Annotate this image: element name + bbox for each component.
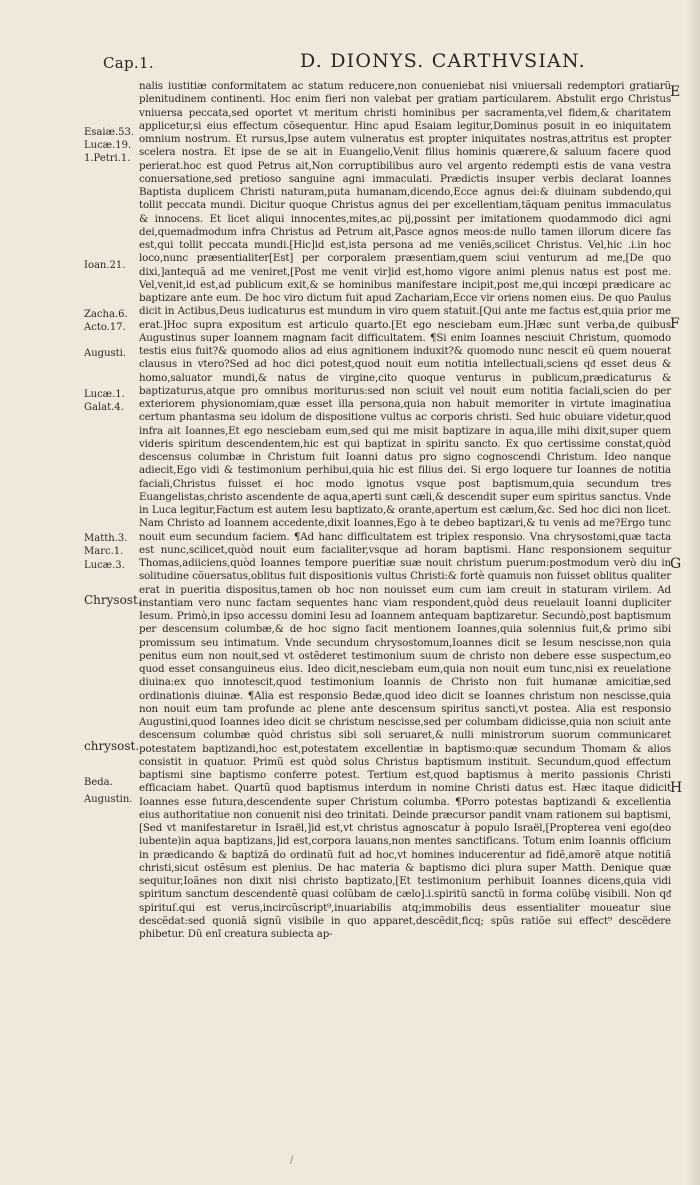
- running-header: [0, 50, 700, 78]
- marginal-note: Ioan.21.: [84, 260, 126, 271]
- running-title: D. DIONYS. CARTHVSIAN.: [300, 50, 586, 72]
- marginal-note: Galat.4.: [84, 402, 124, 413]
- marginal-note: Chrysost.: [84, 593, 142, 607]
- marginal-note: Acto.17.: [84, 322, 126, 333]
- marginal-note: Lucæ.19.: [84, 140, 132, 151]
- main-text-block: [139, 80, 671, 941]
- body-paragraph: nalis iustitiæ conformitatem ac statum reducere,non conueniebat nisi vniuersali redemptori gratiarũ plenitudinem continenti. Hoc enim fieri non valebat per gratiam particularem. Abstulit ergo Christus vniuersa peccata,sed oportet vt meritum christi hominibus per sacramenta,vel fidem,& charitatem applicetur,si eius effectum cõsequentur. Hinc apud Esaiam legitur,Dominus posuit in eo iniquitatem omnium nostrum. Et rursus,Ipse autem vulneratus est propter iniquitates nostras,attritus est propter scelera nostra. Et ipse de se ait in Euangelio,Venit filius hominis quærere,& saluum facere quod perierat.hoc est quod Petrus ait,Non corruptibilibus auro vel argento redempti estis de vana vestra conuersatione,sed pretioso sanguine agni immaculati. Prædictis insuper verbis declarat Ioannes Baptista duplicem Christi naturam,puta humanam,dicendo,Ecce agnus dei:& diuinam subdendo,qui tollit peccata mundi. Dicitur quoque Christus agnus dei per excellentiam,tãquam penitus immaculatus & innocens. Et licet aliqui innocentes,mites,ac pij,possint per imitationem quodammodo dici agni dei,quemadmodum infra Christus ad Petrum ait,Pasce agnos meos:de nullo tamen illorum dicere fas est,qui tollit peccata mundi.[Hic]id est,ista persona ad me veniẽs,scilicet Christus. Vel,hic .i.in hoc loco,nunc præsentialiter[Est] per corporalem præsentiam,quem sciui venturum ad me,[De quo dixi,]antequã ad me veniret,[Post me venit vir]id est,homo vigore animi plenus natus est post me. Vel,venit,id est,ad publicum exit,& se hominibus manifestare incipit,post me,qui incœpi prædicare ac baptizare ante eum. De hoc viro dictum fuit apud Zachariam,Ecce vir oriens nomen eius. De quo Paulus dicit in Actibus,Deus iudicaturus est mundum in viro quem statuit.[Qui ante me factus est,quia prior me erat.]Hoc supra expositum est articulo quarto.[Et ego nesciebam eum.]Hæc sunt verba,de quibus Augustinus super Ioannem magnam facit difficultatem. ¶Si enim Ioannes nesciuit Christum, quomodo testis eius fuit?& quomodo alios ad eius agnitionem induxit?& quomodo nunc nescit eũ quem nouerat clausus in vtero?Sed ad hoc dici potest,quod nouit eum notitia intellectuali,sciens qᵭ esset deus & homo,saluator mundi,& natus de virgine,cito quoque venturus in publicum,prædicaturus & baptizaturus,atque pro omnibus moriturus:sed non sciuit vel nouit eum notitia faciali,scien do per exteriorem physionomiam,quæ esset illa persona,quia non habuit memoriter in virtute imaginatiua certum phantasma seu idolum de dispositione vultus ac corporis christi. Sed huic obuiare videtur,quod infra ait Ioannes,Et ego nesciebam eum,sed qui me misit baptizare in aqua,ille mihi dixit,super quem videris spiritum descendentem,hic est qui baptizat in spiritu sancto. Ex quo certissime constat,quòd descensus columbæ in Christum fuit Ioanni datus pro signo cognoscendi Christum. Ideo nanque adiecit,Ego vidi & testimonium perhibui,quia hic est filius dei. Si ergo loquere tur Ioannes de notitia faciali,Christus fuisset ei hoc modo ignotus vsque post baptismum,quia secundum tres Euangelistas,christo ascendente de aqua,aperti sunt cæli,& descendit super eum spiritus sanctus. Vnde in Luca legitur,Factum est autem Iesu baptizato,& orante,apertum est cælum,&c. Sed hoc dici non licet. Nam Christo ad Ioannem accedente,dixit Ioannes,Ego à te debeo baptizari,& tu venis ad me?Ergo tunc nouit eum secundum faciem. ¶Ad hanc difficultatem est triplex responsio. Vna chrysostomi,quæ tacta est nunc,scilicet,quòd nouit eum facialiter,vsque ad horam baptismi. Hanc responsionem sequitur Thomas,adiiciens,quòd Ioannes tempore pueritiæ suæ nouit christum puerum:postmodum verò diu in solitudine cõuersatus,oblitus fuit dispositionis vultus Christi:& fortè quamuis non fuisset oblitus qualiter erat in pueritia dispositus,tamen ob hoc non nouisset eum cum iam creuit in staturam virilem. Ad instantiam vero nunc factam sequentes hanc viam respondent,quòd deus reuelauit Ioanni dupliciter Iesum. Primò,in ipso accessu domini Iesu ad Ioannem antequam baptizaretur. Secundò,post baptismum per descensum columbæ,& de hoc signo facit mentionem Ioannes,quia solennius fuit,& primo sibi promissum seu intimatum. Vnde secundum chrysostomum,Ioannes dicit se Iesum nescisse,non quia penitus eum non nouit,sed vt ostẽderet testimonium suum de christo non debere esse suspectum,eo quod esset consanguineus eius. Ideo dicit,nesciebam eum,quia non nouit eum tunc,nisi ex reuelatione diuina:ex quo innotescit,quod testimonium Ioannis de Christo non fuit humanæ amicitiæ,sed ordinationis diuinæ. ¶Alia est responsio Bedæ,quod ideo dicit se Ioannes christum non nescisse,quia non nouit eum tam profunde ac plene ante descensum spiritus sancti,vt postea. Alia est responsio Augustini,quod Ioannes ideo dicit se christum nescisse,sed per columbam didicisse,quia non sciuit ante descensum columbæ quòd christus sibi soli seruaret,& nulli ministrorum suorum communicaret potestatem baptizandi,hoc est,potestatem excellentiæ in baptismo:quæ secundum Thomam & alios consistit in quatuor. Primũ est quòd solus Christus baptismum instituit. Secundum,quod effectum baptismi sine baptismo conferre potest. Tertium est,quod baptismus à merito passionis Christi efficaciam habet. Quartũ quod baptismus interdum in nomine Christi datus est. Hæc itaque didicit Ioannes esse futura,descendente super Christum columba. ¶Porro potestas baptizandi & excellentia eius authoritatiue non conuenit nisi deo trinitati. Deinde præcursor pandit vnam rationem sui baptismi,[Sed vt manifestaretur in Israël,]id est,vt christus agnoscatur à populo Israël,[Propterea veni ego(deo iubente)in aqua baptizans,]id est,corpora lauans,non mentes sanctificans. Totum enim Ioannis officium in prædicando & baptizã do ordinatũ fuit ad hoc,vt homines inducerentur ad fidẽ,amorẽ atque notitiã christi,sicut ostẽsum est plenius. De hac materia & baptismo dici plura super Matth. Denique quæ sequitur,Ioãnes non dixit nisi christo baptizato,[Et testimonium perhibuit Ioannes dicens,quia vidi spiritum sanctum descendentẽ quasi colũbam de cælo].i.spiritũ sanctũ in forma colũbę visibili. Non qᵭ spirituſ.qui est verus,incircũscript⁹,inuariabilis atq;immobilis deus essentialiter moueatur siue descẽdat:sed quoniã signũ visibile in quo apparet,descẽdit,ficq; spũs ratiõe sui effect⁹ descẽdere phibetur. Dũ enĩ creatura subiecta ap-: [139, 80, 671, 940]
- marginal-note: Lucæ.1.: [84, 389, 125, 400]
- marginal-note: 1.Petri.1.: [84, 153, 131, 164]
- marginal-note: Matth.3.: [84, 533, 128, 544]
- marginal-note: Augusti.: [84, 348, 127, 359]
- marginal-note: Zacha.6.: [84, 309, 128, 320]
- section-letter: G: [670, 556, 682, 572]
- marginal-note: Esaiæ.53.: [84, 127, 135, 138]
- page-edge-shadow: [686, 0, 700, 1185]
- marginal-note: Augustin.: [84, 794, 133, 805]
- marginal-note: chrysost.: [84, 739, 140, 753]
- marginal-note: Beda.: [84, 777, 113, 788]
- marginal-note: Marc.1.: [84, 546, 124, 557]
- marginal-note: Lucæ.3.: [84, 560, 125, 571]
- section-letter: H: [670, 780, 683, 796]
- section-letter: E: [670, 84, 681, 100]
- chapter-label: Cap.1.: [103, 54, 154, 72]
- section-letter: F: [670, 316, 680, 332]
- page-mark: /: [290, 1155, 294, 1166]
